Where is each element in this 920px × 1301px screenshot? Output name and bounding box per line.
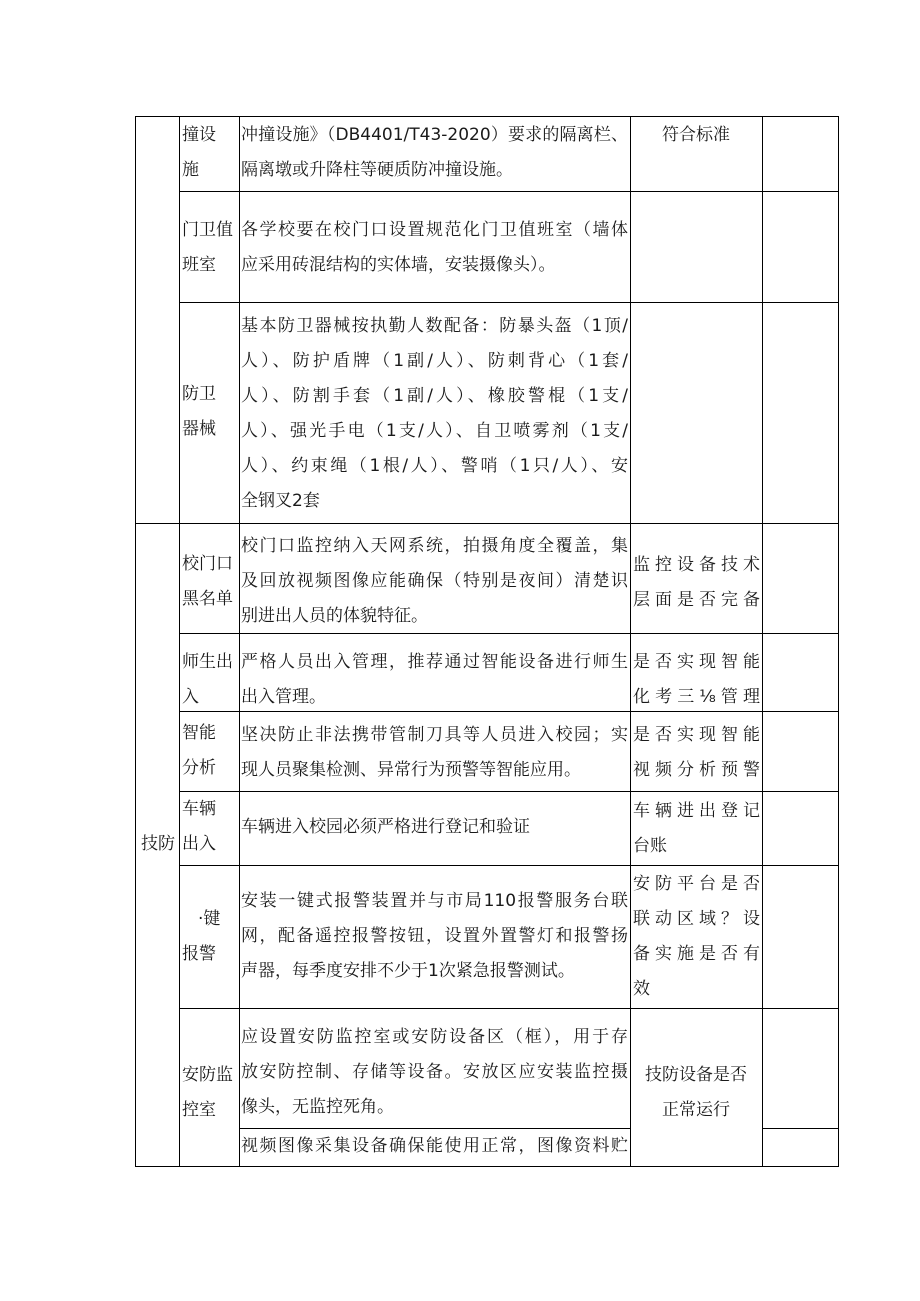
table-row-check: 车辆进出登记 台账	[633, 801, 760, 856]
table-row-requirement: 视频图像采集设备确保能使用正常，图像资料贮	[241, 1136, 628, 1156]
table-row-requirement: 校门口监控纳入天网系统，拍摄角度全覆盖，集 及回放视频图像应能确保（特别是夜间）清楚识 别进出人员的体貌特征。	[241, 536, 628, 626]
category-label: 技防	[141, 834, 175, 854]
table-row-check: 监控设备技术 层面是否完备	[633, 555, 760, 610]
table-row-requirement: 严格人员出入管理，推荐通过智能设备进行师生 出入管理。	[241, 652, 628, 707]
table-row-item: 安防监 控室	[182, 1065, 233, 1120]
table-row-requirement: 坚决防止非法携带管制刀具等人员进入校园；实 现人员聚集检测、异常行为预警等智能应用。	[241, 725, 628, 780]
table-row-check: 符合标准	[662, 125, 730, 145]
table-row-item: 门卫值 班室	[182, 220, 233, 275]
table-row-requirement: 安装一键式报警装置并与市局110报警服务台联 网，配备遥控报警按钮，设置外置警灯和报警扬 声器，每季度安排不少于1次紧急报警测试。	[241, 891, 628, 981]
table-row-requirement: 各学校要在校门口设置规范化门卫值班室（墙体 应采用砖混结构的实体墙，安装摄像头）。	[241, 220, 628, 275]
table-row-check: 安防平台是否 联动区域？设 备实施是否有 效	[633, 874, 760, 999]
table-row-item: 车辆 出入	[182, 799, 216, 854]
table-row-item: 校门口 黑名单	[182, 554, 233, 609]
table-row-check: 是否实现智能 视频分析预警	[633, 725, 760, 780]
table-row-item: 撞设 施	[182, 125, 216, 180]
table-row-requirement: 车辆进入校园必须严格进行登记和验证	[241, 817, 530, 837]
table-row-check: 是否实现智能 化考三⅛管理	[633, 652, 760, 707]
table-row-item: ·键 报警	[182, 909, 221, 964]
table-row-item: 师生出 入	[182, 652, 233, 707]
table-row-item: 防卫 器械	[182, 384, 216, 439]
table-row-requirement: 应设置安防监控室或安防设备区（框），用于存 放安防控制、存储等设备。安放区应安装监控摄 像头，无监控死角。	[241, 1027, 628, 1117]
table-row-check: 技防设备是否 正常运行	[645, 1065, 747, 1120]
table-row-requirement: 冲撞设施》（DB4401/T43-2020）要求的隔离栏、 隔离墩或升降柱等硬质防冲撞设施。	[241, 125, 628, 180]
table-row-requirement: 基本防卫器械按执勤人数配备：防暴头盔（1顶/ 人）、防护盾牌（1副/人）、防刺背心（1套/ 人）、防割手套（1副/人）、橡胶警棍（1支/ 人）、强光手电（1支/人）、自卫喷雾剂（1支/ 人）、约束绳（1根/人）、警哨（1只/人）、安 全钢叉2套	[241, 316, 628, 511]
table-row-item: 智能 分析	[182, 723, 216, 778]
